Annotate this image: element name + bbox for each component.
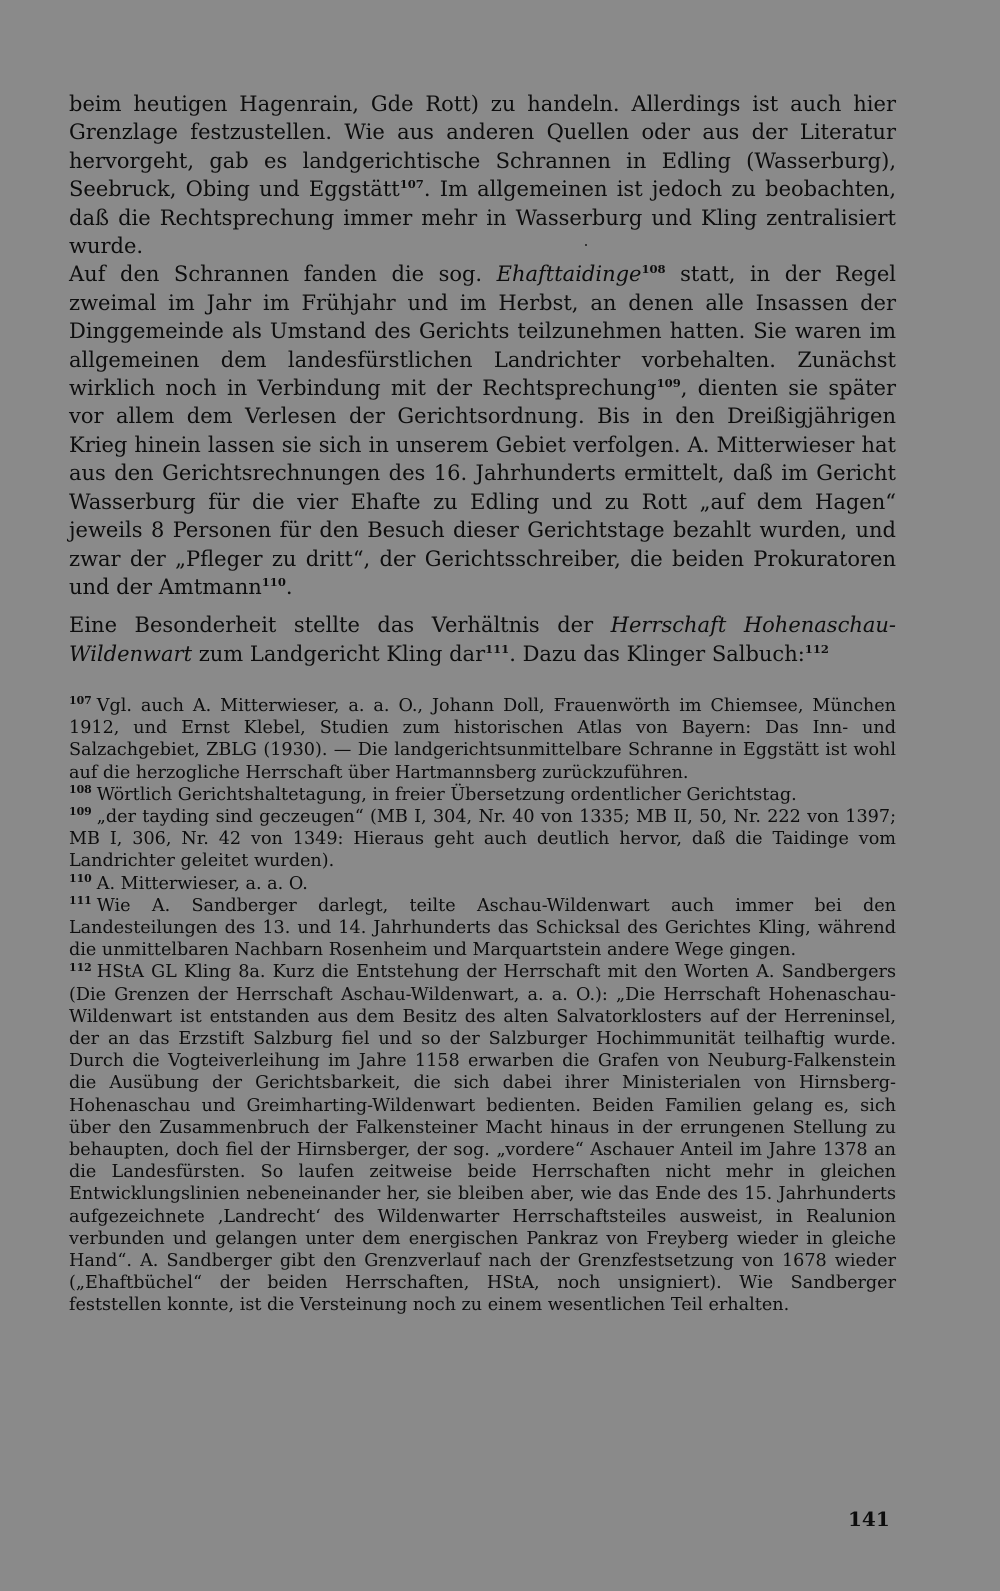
footnote-ref-111[interactable]: 111 [485,641,510,656]
footnote-108 [69,784,896,806]
footnote-ref-108[interactable]: 108 [641,262,666,277]
footnote-text: „der tayding sind geczeugen“ (MB I, 304, Nr. 40 von 1335; MB II, 50, Nr. 222 von 1397; MB I, 306, Nr. 42 von 1349: Hieraus geht auch deutlich hervor, daß die Taidinge vom Landrichter geleitet wurden). [69,807,896,872]
footnote-number: 107 [69,694,92,708]
footnote-107 [69,695,896,784]
footnote-ref-110[interactable]: 110 [261,574,286,589]
footnotes [69,695,896,1317]
paragraph-1: beim heutigen Hagenrain, Gde Rott) zu handeln. Allerdings ist auch hier Grenzlage festzustellen. Wie aus anderen Quellen oder aus der Literatur hervorgeht, gab es landgerichtische Schrannen in Edling (Wasserburg), Seebruck, Obing und Eggstätt$^{107}$. Im allgemeinen ist jedoch zu beobachten, daß die Rechtsprechung immer mehr in Wasserburg und Kling zentralisiert wurde. [69,92,896,259]
footnote-number: 108 [69,782,92,796]
scan-speck [585,244,587,246]
term-ehafttaidinge: Ehafttaidinge [496,262,642,287]
footnote-text: A. Mitterwieser, a. a. O. [96,873,308,894]
footnote-text: Wörtlich Gerichtshaltetagung, in freier Übersetzung ordentlicher Gerichtstag. [96,784,797,805]
footnote-text: Vgl. auch A. Mitterwieser, a. a. O., Johann Doll, Frauenwörth im Chiemsee, München 1912, und Ernst Klebel, Studien zum historischen Atlas von Bayern: Das Inn- und Salzachgebiet, ZBLG (1930). — Die landgerichtsunmittelbare Schranne in Eggstätt ist wohl auf die herzogliche Herrschaft über Hartmannsberg zurückzuführen. [69,696,896,783]
footnote-ref-112[interactable]: 112 [804,641,829,656]
footnote-111 [69,895,896,962]
footnote-112 [69,961,896,1316]
footnote-number: 109 [69,805,92,819]
term-herrschaft: Herrschaft Hohenaschau-Wildenwart [69,613,896,666]
footnote-number: 110 [69,871,92,885]
footnote-text: Wie A. Sandberger darlegt, teilte Aschau-Wildenwart auch immer bei den Landesteilungen des 13. und 14. Jahrhunderts das Schicksal des Gerichtes Kling, während die unmittelbaren Nachbarn Rosenheim und Marquartstein andere Wege gingen. [69,895,896,961]
footnote-text: HStA GL Kling 8a. Kurz die Entstehung der Herrschaft mit den Worten A. Sandbergers (Die Grenzen der Herrschaft Aschau-Wildenwart, a. a. O.): „Die Herrschaft Hohenaschau-Wildenwart ist entstanden aus dem Besitz des alten Salvatorklosters auf der Herreninsel, der an das Erzstift Salzburg fiel und so der Salzburger Hochimmunität teilhaftig wurde. Durch die Vogteiverleihung im Jahre 1158 erwarben die Grafen von Neuburg-Falkenstein die Ausübung der Gerichtsbarkeit, die sich dabei ihrer Ministerialen von Hirnsberg-Hohenaschau und Greimharting-Wildenwart bedienten. Beiden Familien gelang es, sich über den Zusammenbruch der Falkensteiner Macht hinaus in der errungenen Stellung zu behaupten, doch fiel der Hirnsberger, der sog. „vordere“ Aschauer Anteil im Jahre 1378 an die Landesfürsten. So laufen zeitweise beide Herrschaften nicht mehr in gleichen Entwicklungslinien nebeneinander her, sie bleiben aber, wie das Ende des 15. Jahrhunderts aufgezeichnete ‚Landrecht‘ des Wildenwarter Herrschaftsteiles ausweist, in Realunion verbunden und gelangen unter dem energischen Pankraz von Freyberg wieder in gleiche Hand“. A. Sandberger gibt den Grenzverlauf nach der Grenzfestsetzung von 1678 wieder („Ehaftbüchel“ der beiden Herrschaften, HStA, noch unsigniert). Wie Sandberger feststellen konnte, ist die Versteinung noch zu einem wesentlichen Teil erhalten. [69,962,896,1316]
footnote-ref-107[interactable]: 107 [399,177,424,192]
paragraph-2: Auf den Schrannen fanden die sog. Ehafttaidinge$^{108}$ statt, in der Regel zweimal im Jahr im Frühjahr und im Herbst, an denen alle Insassen der Dinggemeinde als Umstand des Gerichts teilzunehmen hatten. Sie waren im allgemeinen dem landesfürstlichen Landrichter vorbehalten. Zunächst wirklich noch in Verbindung mit der Rechtsprechung$^{109}$, dienten sie später vor allem dem Verlesen der Gerichtsordnung. Bis in den Dreißigjährigen Krieg hinein lassen sie sich in unserem Gebiet verfolgen. A. Mitterwieser hat aus den Gerichtsrechnungen des 16. Jahrhunderts ermittelt, daß im Gericht Wasserburg für die vier Ehafte zu Edling und zu Rott „auf dem Hagen“ jeweils 8 Personen für den Besuch dieser Gerichtstage bezahlt wurden, und zwar der „Pfleger zu dritt“, der Gerichtsschreiber, die beiden Prokuratoren und der Amtmann$^{110}$. [69,262,897,599]
paragraph-3: Eine Besonderheit stellte das Verhältnis der Herrschaft Hohenaschau-Wildenwart zum Landgericht Kling dar$^{111}$. Dazu das Klinger Salbuch:$^{112}$ [69,613,896,666]
footnote-number: 112 [69,960,92,974]
main-text [69,90,896,668]
footnote-109 [69,806,896,873]
footnote-110 [69,873,896,895]
page-number: 141 [848,1507,890,1531]
footnote-ref-109[interactable]: 109 [656,376,681,391]
footnote-number: 111 [69,893,92,907]
